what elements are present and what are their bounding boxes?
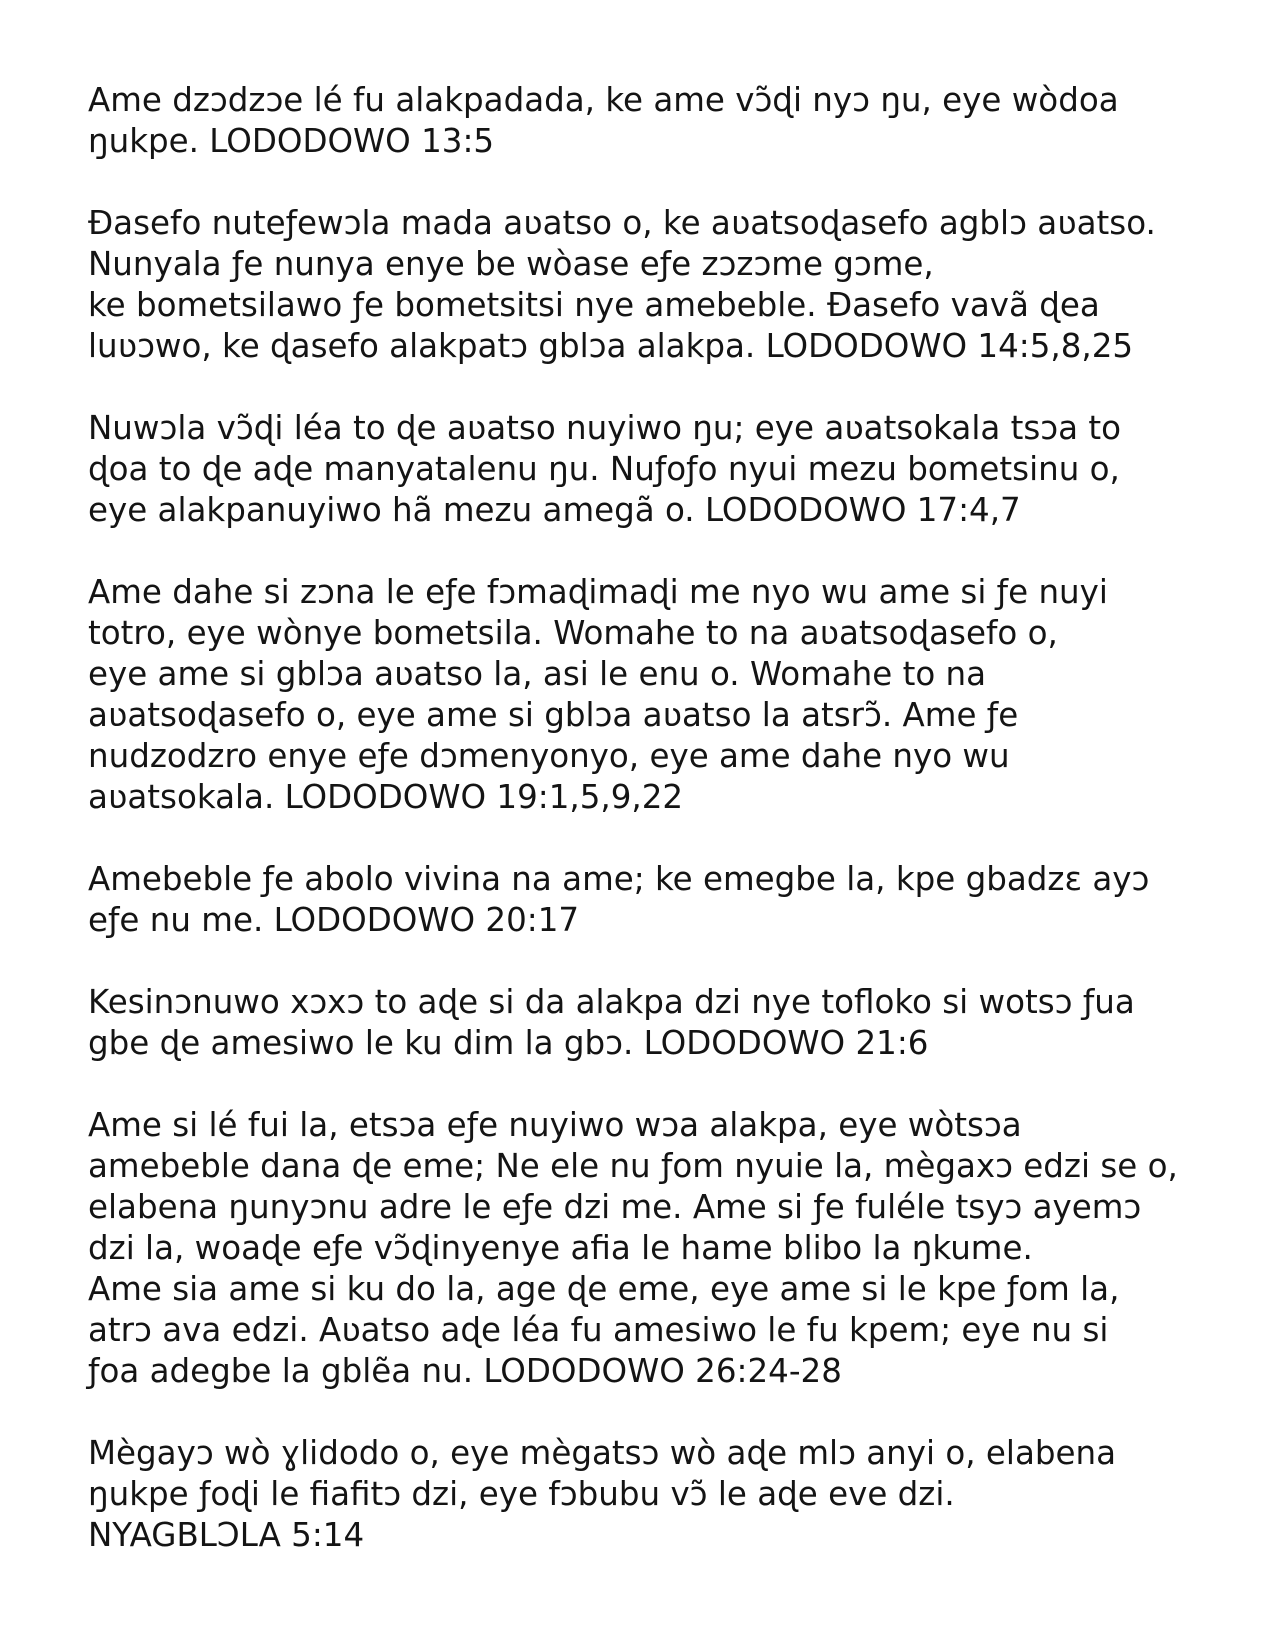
text-line: Ame dahe si zɔna le eƒe fɔmaɖimaɖi me nyo wu ame si ƒe nuyi (88, 573, 1108, 611)
text-line: luʋɔwo, ke ɖasefo alakpatɔ gblɔa alakpa. LODODOWO 14:5,8,25 (88, 327, 1134, 365)
verse-paragraph (88, 1433, 1248, 1556)
text-line: eƒe nu me. LODODOWO 20:17 (88, 901, 580, 939)
text-line: amebeble dana ɖe eme; Ne ele nu ƒom nyuie la, mègaxɔ edzi se o, (88, 1147, 1178, 1185)
text-line: dzi la, woaɖe eƒe vɔ̃ɖinyenye afia le hame blibo la ŋkume. (88, 1229, 1033, 1267)
text-line: Ɖasefo nuteƒewɔla mada aʋatso o, ke aʋatsoɖasefo agblɔ aʋatso. (88, 204, 1156, 242)
text-line: ɖoa to ɖe aɖe manyatalenu ŋu. Nuƒoƒo nyui mezu bometsinu o, (88, 450, 1120, 488)
text-line: nudzodzro enye eƒe dɔmenyonyo, eye ame dahe nyo wu (88, 737, 1010, 775)
text-line: atrɔ ava edzi. Aʋatso aɖe léa fu amesiwo le fu kpem; eye nu si (88, 1311, 1109, 1349)
text-line: Nuwɔla vɔ̃ɖi léa to ɖe aʋatso nuyiwo ŋu; eye aʋatsokala tsɔa to (88, 409, 1122, 447)
text-line: Mègayɔ wò ɣlidodo o, eye mègatsɔ wò aɖe mlɔ anyi o, elabena (88, 1434, 1117, 1472)
verse-paragraph (88, 80, 1248, 162)
verse-paragraph (88, 572, 1248, 818)
text-line: Nunyala ƒe nunya enye be wòase eƒe zɔzɔme gɔme, (88, 245, 934, 283)
text-line: aʋatsokala. LODODOWO 19:1,5,9,22 (88, 778, 684, 816)
text-line: NYAGBLƆLA 5:14 (88, 1516, 365, 1554)
document-page (88, 80, 1248, 1597)
text-line: gbe ɖe amesiwo le ku dim la gbɔ. LODODOWO 21:6 (88, 1024, 929, 1062)
text-line: ke bometsilawo ƒe bometsitsi nye amebeble. Ɖasefo vavã ɖea (88, 286, 1100, 324)
text-line: Ame si lé fui la, etsɔa eƒe nuyiwo wɔa alakpa, eye wòtsɔa (88, 1106, 1022, 1144)
text-line: ŋukpe. LODODOWO 13:5 (88, 122, 495, 160)
verse-paragraph (88, 982, 1248, 1064)
text-line: Ame sia ame si ku do la, age ɖe eme, eye ame si le kpe ƒom la, (88, 1270, 1120, 1308)
text-line: Kesinɔnuwo xɔxɔ to aɖe si da alakpa dzi nye tofloko si wotsɔ ƒua (88, 983, 1135, 1021)
text-line: eye ame si gblɔa aʋatso la, asi le enu o. Womahe to na (88, 655, 987, 693)
verse-paragraph (88, 203, 1248, 367)
verse-paragraph (88, 1105, 1248, 1392)
verse-paragraph (88, 859, 1248, 941)
text-line: Ame dzɔdzɔe lé fu alakpadada, ke ame vɔ̃ɖi nyɔ ŋu, eye wòdoa (88, 81, 1119, 119)
text-line: ƒoa adegbe la gblẽa nu. LODODOWO 26:24-28 (88, 1352, 842, 1390)
text-line: elabena ŋunyɔnu adre le eƒe dzi me. Ame si ƒe fuléle tsyɔ ayemɔ (88, 1188, 1142, 1226)
text-line: Amebeble ƒe abolo vivina na ame; ke emegbe la, kpe gbadzɛ ayɔ (88, 860, 1150, 898)
text-line: eye alakpanuyiwo hã mezu amegã o. LODODOWO 17:4,7 (88, 491, 1021, 529)
text-line: ŋukpe ƒoɖi le fiafitɔ dzi, eye fɔbubu vɔ̃ le aɖe eve dzi. (88, 1475, 955, 1513)
verse-paragraph (88, 408, 1248, 531)
text-line: aʋatsoɖasefo o, eye ame si gblɔa aʋatso la atsrɔ̃. Ame ƒe (88, 696, 1019, 734)
text-line: totro, eye wònye bometsila. Womahe to na aʋatsoɖasefo o, (88, 614, 1058, 652)
